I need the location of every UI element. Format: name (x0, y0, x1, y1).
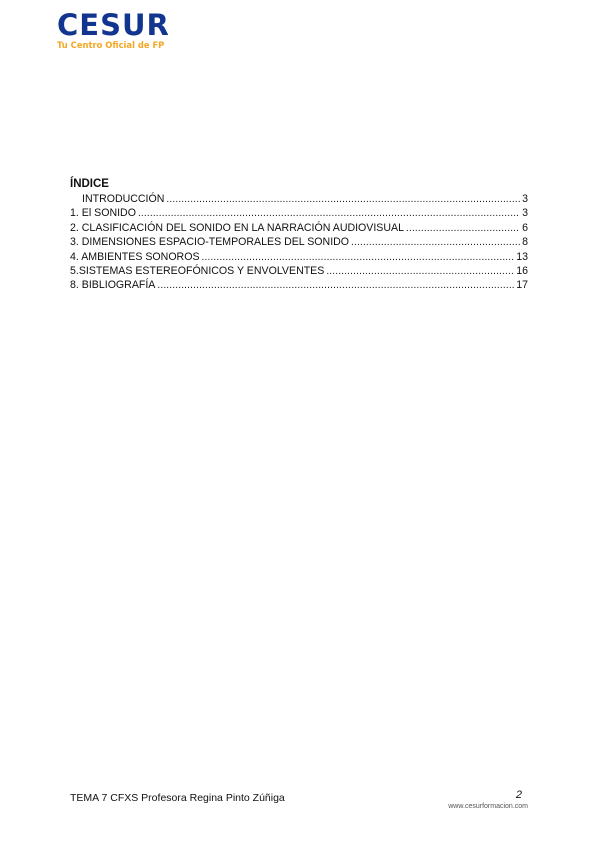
dot-leader (157, 278, 514, 293)
toc-entry-introduccion[interactable] (70, 192, 528, 206)
toc-entry-dimensiones[interactable] (70, 235, 528, 249)
dot-leader (406, 221, 520, 236)
toc-entry-page: 17 (516, 279, 528, 292)
dot-leader (351, 235, 520, 250)
dot-leader (166, 192, 520, 207)
toc-entry-label: 3. DIMENSIONES ESPACIO-TEMPORALES DEL SONIDO (70, 236, 350, 249)
toc-entry-bibliografia[interactable] (70, 278, 528, 292)
cesur-logo (57, 8, 170, 51)
toc-entry-label: 8. BIBLIOGRAFÍA (70, 279, 156, 292)
toc-entry-label: 2. CLASIFICACIÓN DEL SONIDO EN LA NARRACIÓN AUDIOVISUAL (70, 221, 404, 234)
website-link[interactable]: www.cesurformacion.com (448, 803, 528, 810)
toc-entry-el-sonido[interactable] (70, 206, 528, 220)
toc-entry-label: 5.SISTEMAS ESTEREOFÓNICOS Y ENVOLVENTES (70, 264, 325, 277)
table-of-contents (70, 176, 528, 293)
toc-entry-label: INTRODUCCIÓN (82, 193, 165, 205)
toc-entry-page: 16 (516, 264, 528, 277)
page-number: 2 (515, 789, 522, 801)
toc-entry-page: 13 (516, 250, 528, 263)
dot-leader (202, 250, 515, 265)
toc-entry-page: 3 (522, 193, 528, 205)
toc-entry-page: 6 (522, 221, 528, 234)
toc-entry-clasificacion[interactable] (70, 221, 528, 235)
dot-leader (138, 206, 520, 221)
toc-title: ÍNDICE (70, 178, 109, 190)
logo-brand-text: CESUR (57, 8, 170, 42)
footer-right (448, 789, 528, 811)
toc-entry-page: 3 (522, 207, 528, 220)
toc-entry-label: 4. AMBIENTES SONOROS (70, 250, 200, 263)
toc-entry-ambientes[interactable] (70, 250, 528, 264)
logo-tagline: Tu Centro Oficial de FP (57, 40, 165, 50)
toc-entry-label: 1. El SONIDO (70, 207, 136, 220)
toc-entry-sistemas[interactable] (70, 264, 528, 278)
dot-leader (326, 264, 514, 279)
toc-entry-page: 8 (522, 236, 528, 249)
footer-text: TEMA 7 CFXS Profesora Regina Pinto Zúñiga (70, 792, 285, 804)
